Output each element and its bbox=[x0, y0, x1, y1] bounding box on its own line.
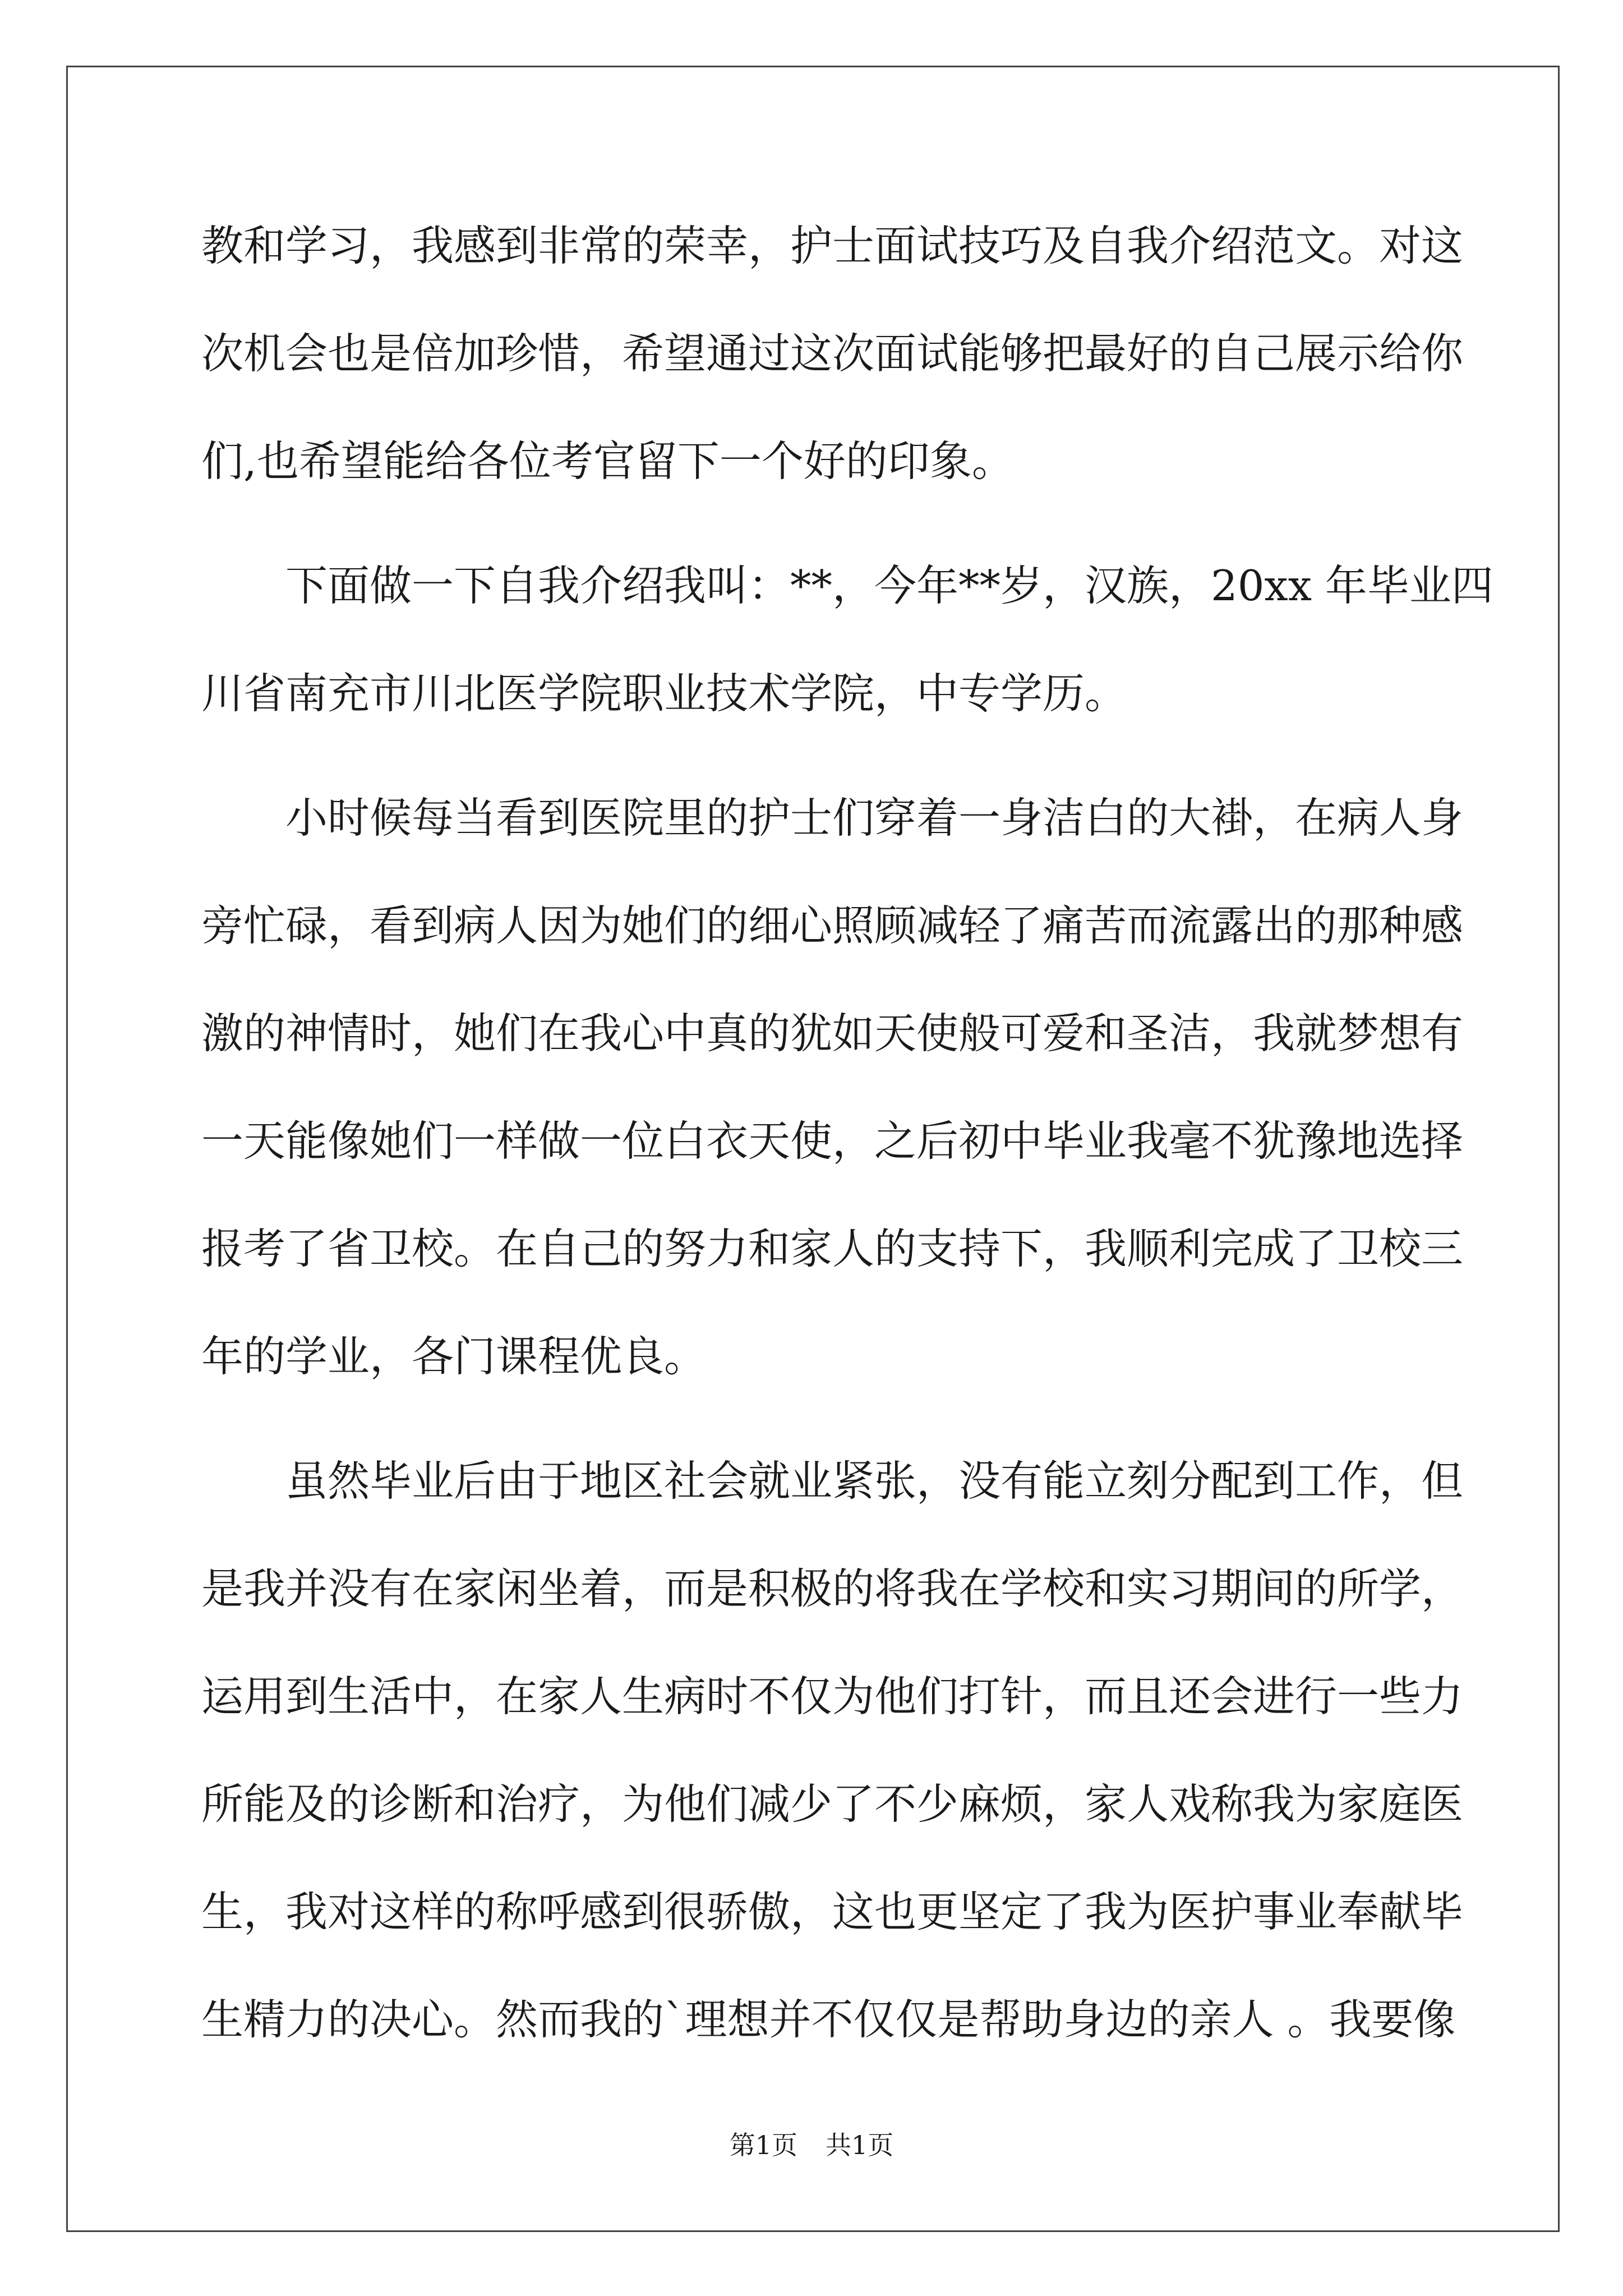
text-line: 小时候每当看到医院里的护士们穿着一身洁白的大褂，在病人身 bbox=[285, 793, 1464, 843]
text-line: 们,也希望能给各位考官留下一个好的印象。 bbox=[201, 436, 1014, 486]
page-number-current: 第1页 bbox=[729, 2130, 797, 2160]
text-line: 川省南充市川北医学院职业技术学院，中专学历。 bbox=[201, 669, 1127, 718]
text-line: 激的神情时，她们在我心中真的犹如天使般可爱和圣洁，我就梦想有 bbox=[201, 1009, 1464, 1058]
text-line: 报考了省卫校。在自己的努力和家人的支持下，我顺利完成了卫校三 bbox=[201, 1224, 1464, 1273]
text-line: 是我并没有在家闲坐着，而是积极的将我在学校和实习期间的所学， bbox=[201, 1564, 1464, 1613]
text-line: 年的学业，各门课程优良。 bbox=[201, 1332, 707, 1381]
text-line: 次机会也是倍加珍惜，希望通过这次面试能够把最好的自己展示给你 bbox=[201, 329, 1464, 378]
text-line: 生，我对这样的称呼感到很骄傲，这也更坚定了我为医护事业奉献毕 bbox=[201, 1887, 1464, 1936]
text-line: 一天能像她们一样做一位白衣天使，之后初中毕业我毫不犹豫地选择 bbox=[201, 1116, 1464, 1166]
document-body bbox=[201, 215, 1493, 2096]
text-line: 运用到生活中，在家人生病时不仅为他们打针，而且还会进行一些力 bbox=[201, 1672, 1464, 1721]
text-line: 虽然毕业后由于地区社会就业紧张，没有能立刻分配到工作，但 bbox=[285, 1456, 1464, 1506]
text-line: 教和学习，我感到非常的荣幸，护士面试技巧及自我介绍范文。对这 bbox=[201, 221, 1464, 270]
text-line: 下面做一下自我介绍我叫：**，今年**岁，汉族，20xx 年毕业四 bbox=[285, 561, 1493, 610]
text-line: 所能及的诊断和治疗，为他们减少了不少麻烦，家人戏称我为家庭医 bbox=[201, 1779, 1464, 1829]
page-footer bbox=[0, 2125, 1623, 2162]
page-number-total: 共1页 bbox=[826, 2130, 894, 2160]
text-line: 生精力的决心。然而我的`理想并不仅仅是帮助身边的亲人 。我要像 bbox=[201, 1995, 1456, 2044]
text-line: 旁忙碌，看到病人因为她们的细心照顾减轻了痛苦而流露出的那种感 bbox=[201, 901, 1464, 950]
